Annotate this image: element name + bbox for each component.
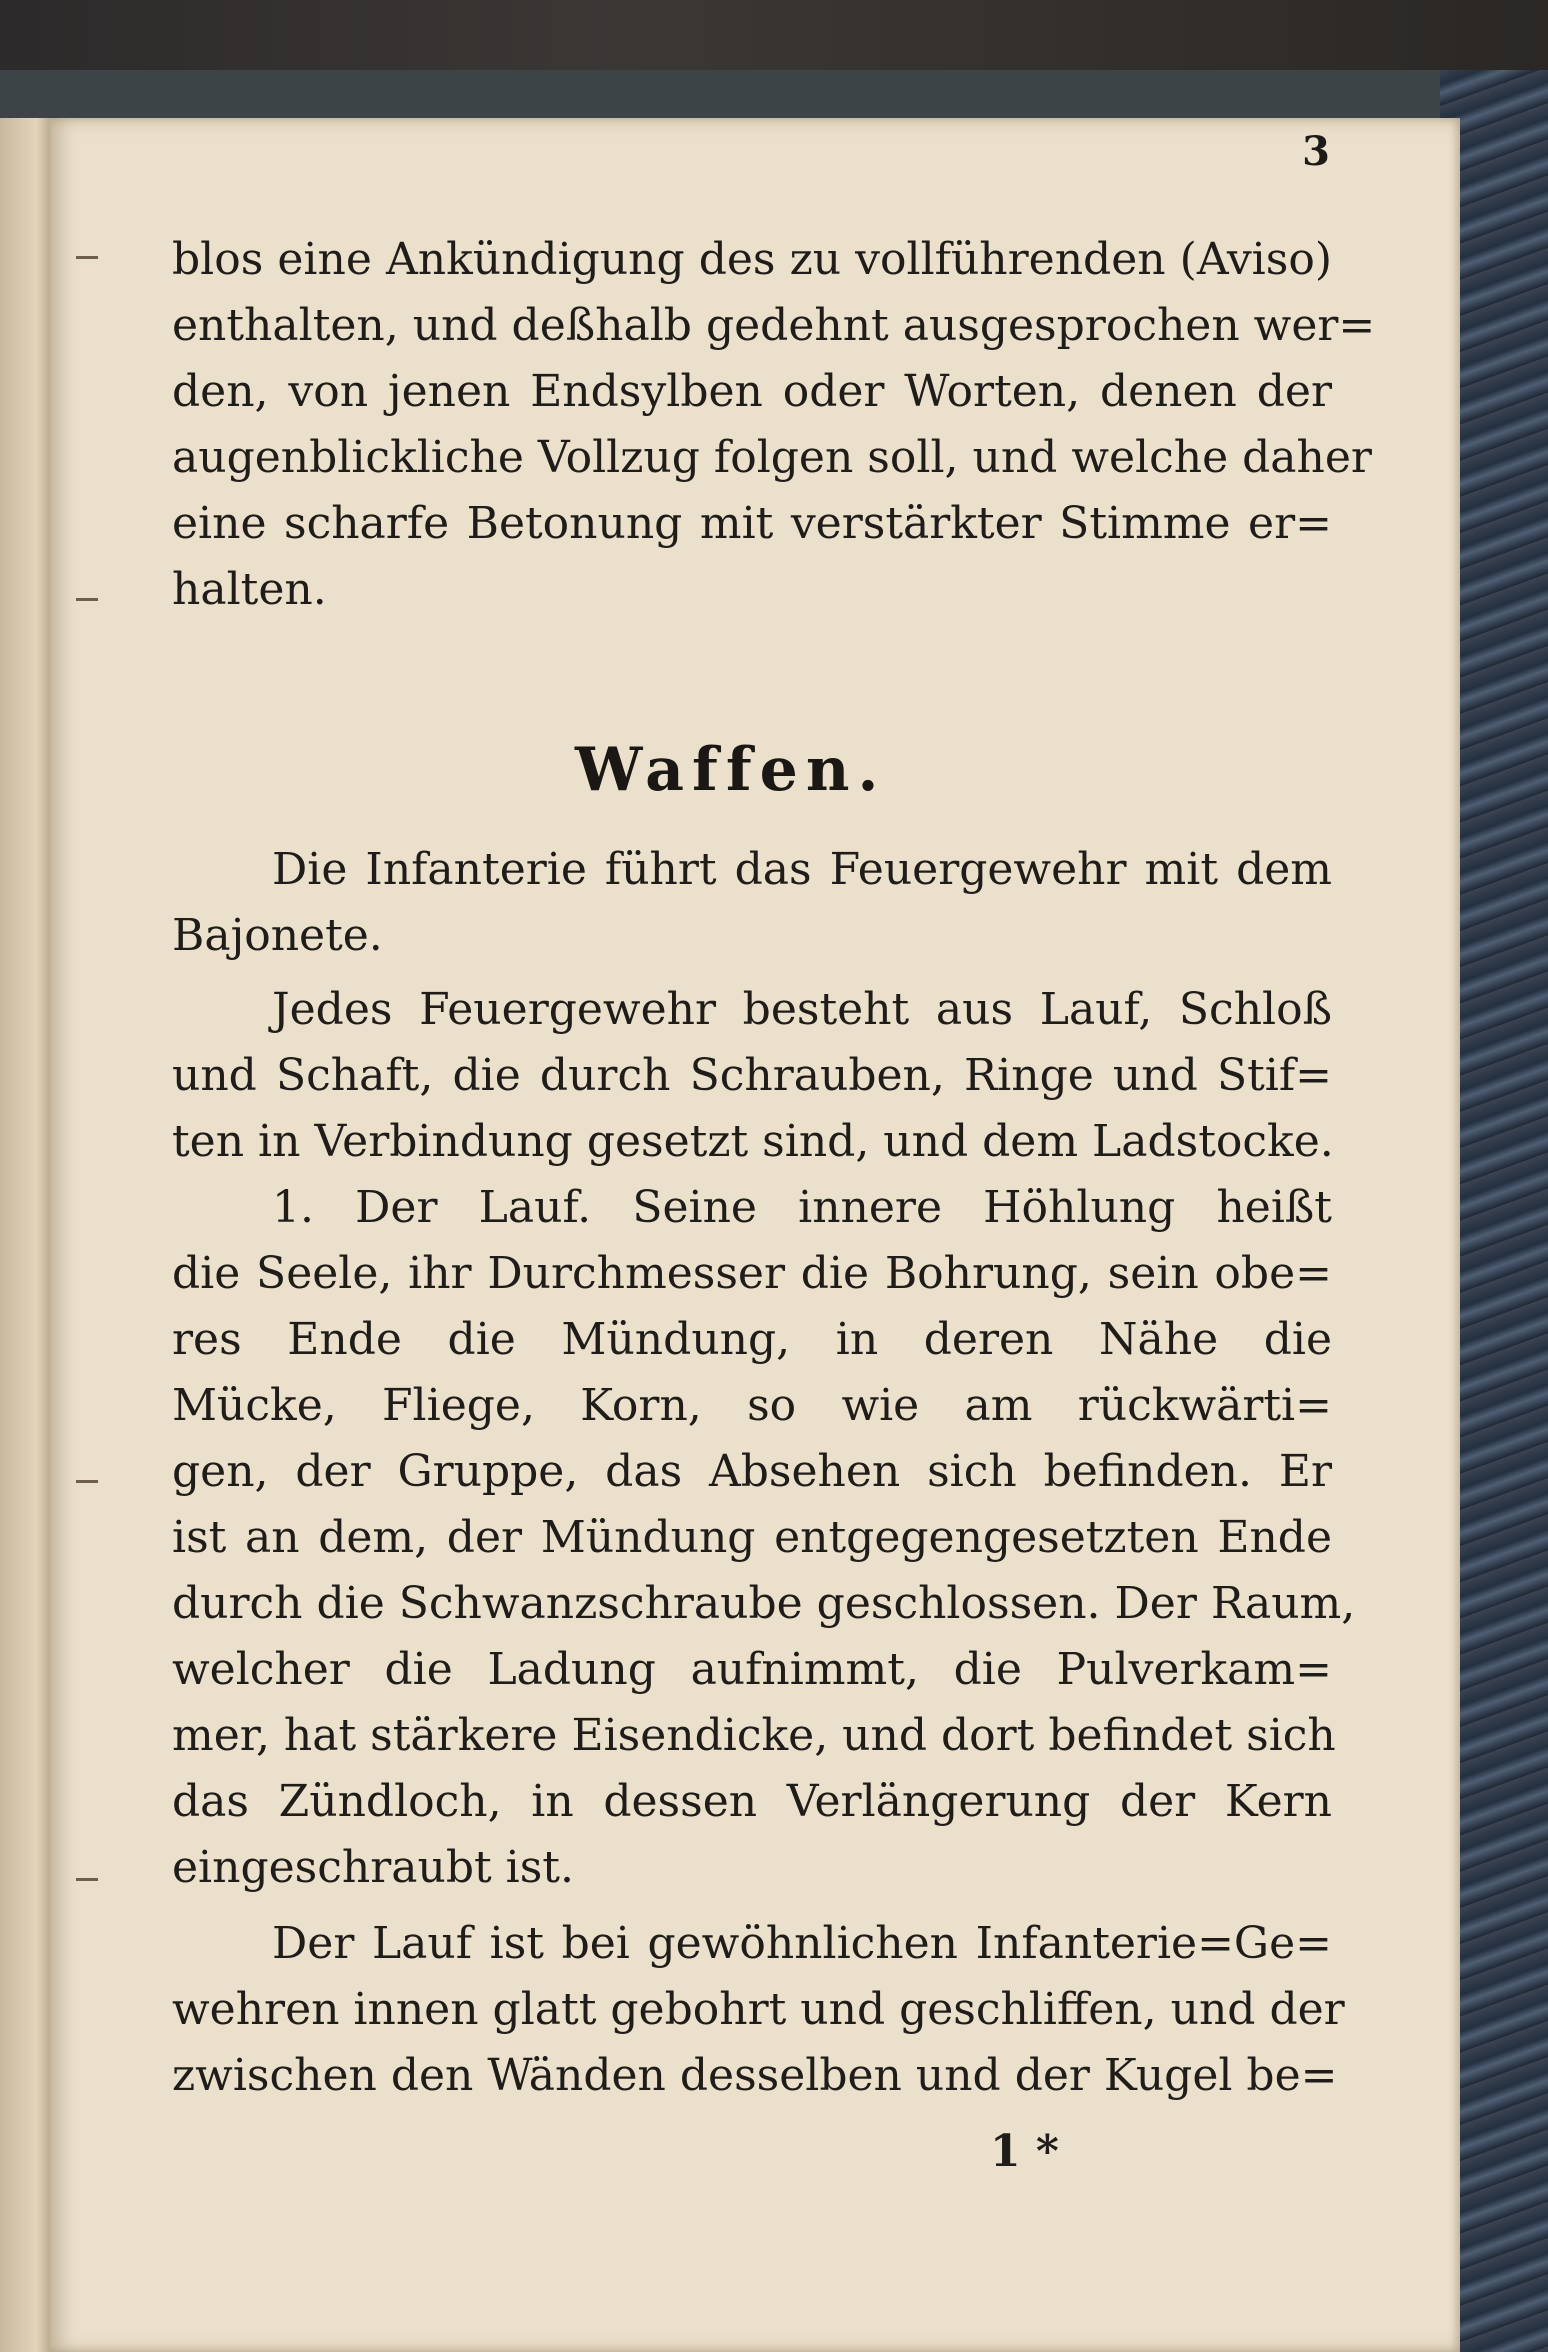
- text-line: Bajonete.: [172, 910, 383, 961]
- margin-mark: [76, 256, 98, 259]
- facing-page-edge: [0, 118, 52, 2352]
- page-number: 3: [1302, 128, 1330, 175]
- text-line: eine scharfe Betonung mit verstärkter Stimme er=: [172, 498, 1332, 549]
- text-line: gen, der Gruppe, das Absehen sich befinden. Er: [172, 1446, 1332, 1497]
- text-line: den, von jenen Endsylben oder Worten, denen der: [172, 366, 1332, 417]
- text-line: durch die Schwanzschraube geschlossen. Der Raum,: [172, 1578, 1356, 1629]
- text-line: Der Lauf ist bei gewöhnlichen Infanterie=Ge=: [272, 1918, 1332, 1969]
- text-line: die Seele, ihr Durchmesser die Bohrung, sein obe=: [172, 1248, 1332, 1299]
- text-line: zwischen den Wänden desselben und der Kugel be=: [172, 2050, 1338, 2101]
- text-line: das Zündloch, in dessen Verlängerung der Kern: [172, 1776, 1332, 1827]
- text-line: halten.: [172, 564, 327, 615]
- text-line: res Ende die Mündung, in deren Nähe die: [172, 1314, 1332, 1365]
- section-heading: Waffen.: [575, 735, 887, 805]
- text-line: eingeschraubt ist.: [172, 1842, 574, 1893]
- text-line: enthalten, und deßhalb gedehnt ausgesprochen wer=: [172, 300, 1376, 351]
- margin-mark: [76, 1878, 98, 1881]
- text-line: ist an dem, der Mündung entgegengesetzten Ende: [172, 1512, 1332, 1563]
- margin-mark: [76, 598, 98, 601]
- text-line: wehren innen glatt gebohrt und geschliffen, und der: [172, 1984, 1345, 2035]
- printer-signature-mark: 1 *: [990, 2126, 1059, 2177]
- text-line: augenblickliche Vollzug folgen soll, und welche daher: [172, 432, 1372, 483]
- text-line: und Schaft, die durch Schrauben, Ringe und Stif=: [172, 1050, 1332, 1101]
- text-line: welcher die Ladung aufnimmt, die Pulverkam=: [172, 1644, 1332, 1695]
- text-line: Mücke, Fliege, Korn, so wie am rückwärti=: [172, 1380, 1332, 1431]
- text-line: ten in Verbindung gesetzt sind, und dem Ladstocke.: [172, 1116, 1334, 1167]
- text-line: 1. Der Lauf. Seine innere Höhlung heißt: [272, 1182, 1332, 1233]
- margin-mark: [76, 1480, 98, 1483]
- page-text: [172, 0, 1376, 2352]
- text-line: Jedes Feuergewehr besteht aus Lauf, Schloß: [272, 984, 1332, 1035]
- text-line: Die Infanterie führt das Feuergewehr mit dem: [272, 844, 1332, 895]
- text-line: blos eine Ankündigung des zu vollführenden (Aviso): [172, 234, 1332, 285]
- text-line: mer, hat stärkere Eisendicke, und dort befindet sich: [172, 1710, 1336, 1761]
